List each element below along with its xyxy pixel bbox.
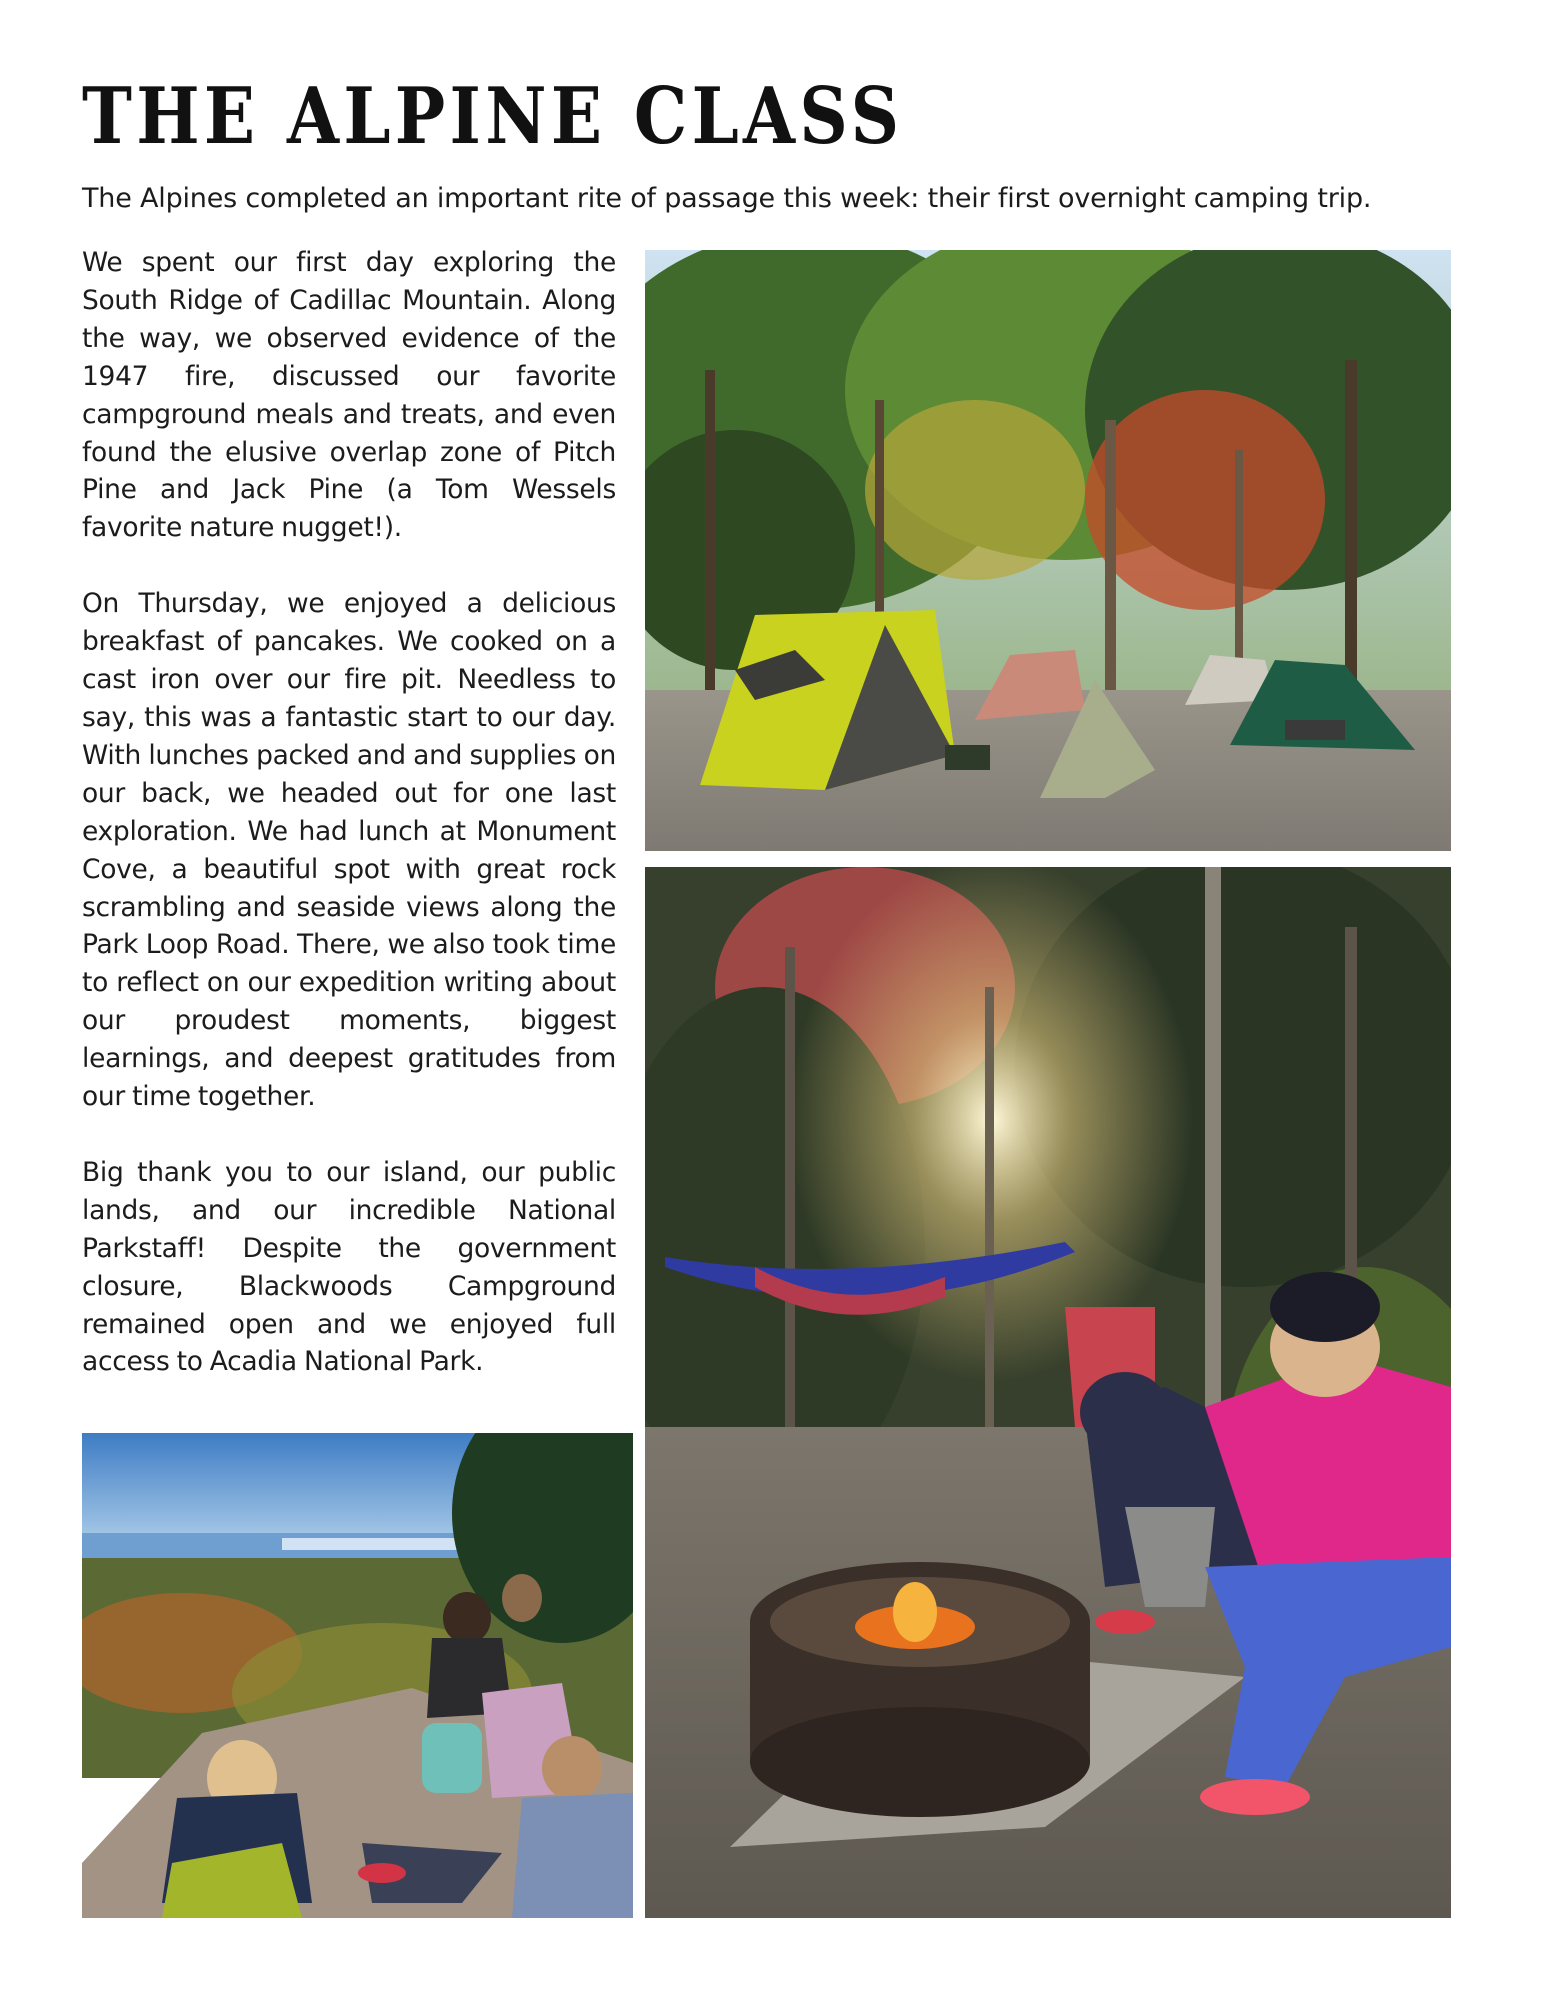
article-body [82,244,616,1419]
campsite-tents-image [645,250,1451,851]
page-title: THE ALPINE CLASS [82,71,904,162]
paragraph-thursday: On Thursday, we enjoyed a delicious breakfast of pancakes. We cooked on a cast iron over our fire pit. Needless to say, this was a fantastic start to our day. With lunches packed and and supplies on our back, we headed out for one last exploration. We had lunch at Monument Cove, a beautiful spot with great rock scrambling and seaside views along the Park Loop Road. There, we also took time to reflect on our expedition writing about our proudest moments, biggest learnings, and deepest gratitudes from our time together. [82,588,616,1113]
mountain-overlook-photo [82,1433,633,1918]
page-subtitle: The Alpines completed an important rite of passage this week: their first overnight camping trip. [82,183,1372,214]
campfire-photo [645,867,1451,1918]
campfire-image [645,867,1451,1918]
mountain-overlook-image [82,1433,633,1918]
paragraph-cadillac-mountain: We spent our first day exploring the South Ridge of Cadillac Mountain. Along the way, we observed evidence of the 1947 fire, discussed our favorite campground meals and treats, and even found the elusive overlap zone of Pitch Pine and Jack Pine (a Tom Wessels favorite nature nugget!). [82,247,616,544]
campsite-tents-photo [645,250,1451,851]
paragraph-thank-you: Big thank you to our island, our public lands, and our incredible National Parkstaff! Despite the government closure, Blackwoods Campground remained open and we enjoyed full access to Acadia National Park. [82,1156,616,1378]
